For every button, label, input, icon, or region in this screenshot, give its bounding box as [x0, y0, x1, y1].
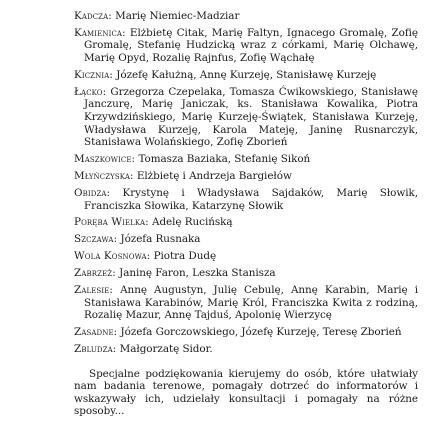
list-item	[74, 343, 418, 356]
informant-names: Józefa Rusnaka	[120, 233, 201, 246]
informant-names: Janinę Faron, Leszka Stanisza	[119, 267, 276, 280]
informant-names: Annę Augustyn, Julię Cebulę, Annę Karabin, Marię i Stanisława Karabinów, Marię Król, Franciszka Kwita z rodziną, Rozalię Mazur, Annę Tajduś, Apolonię Wierzycę	[84, 283, 418, 322]
informant-names: Adelę Rucińską	[151, 216, 233, 229]
list-item	[74, 216, 418, 229]
informant-names: Piotra Dudę	[153, 250, 217, 263]
informant-names: Marię Niemiec-Madziar	[115, 10, 240, 22]
informant-names: Elżbietę Citak, Marię Faltyn, Ignacego Gromalę, Zofię Gromalę, Stefanię Hudzicką wraz z córkami, Marię Olchawę, Marię Opyd, Rozalię Rajnfus, Zofię Wąchałę	[84, 26, 418, 65]
informant-list	[74, 10, 418, 356]
list-item	[74, 27, 418, 65]
place-name: Maszkowice:	[74, 153, 136, 166]
informant-names: Józefa Gorczowskiego, Józefę Kurzeję, Teresę Zborień	[120, 326, 402, 339]
place-name: Kicznia:	[74, 68, 113, 81]
place-name: Kadcza:	[74, 10, 112, 22]
list-item	[74, 284, 418, 322]
list-item	[74, 250, 418, 263]
list-item	[74, 233, 418, 246]
place-name: Łącko:	[74, 85, 107, 98]
place-name: Młyńczyska:	[74, 170, 134, 183]
place-name: Zabrzeż:	[74, 267, 116, 280]
acknowledgement-paragraph: Specjalne podziękowania kierujemy do osób, które ułatwiały nam badania terenowe, pomagały dotrzeć do informatorów i wskazywały ich, udzielały konsultacji i pomagały na różne sposoby...	[74, 367, 418, 418]
acknowledgement-section	[74, 367, 418, 418]
place-name: Poręba Wielka:	[74, 216, 149, 229]
list-item	[74, 267, 418, 280]
informant-names: Krystynę i Władysława Sajdaków, Marię Słowik, Franciszka Słowika, Katarzynę Słowik	[84, 186, 418, 212]
list-item	[74, 153, 418, 166]
informant-names: Józefę Kałużną, Annę Kurzeję, Stanisławę Kurzeję	[116, 68, 377, 81]
list-item	[74, 187, 418, 212]
informant-names: Elżbietę i Andrzeja Bargiełów	[136, 170, 292, 183]
informant-names: Małgorzatę Sidor.	[119, 342, 213, 355]
place-name: Zbludza:	[74, 342, 117, 355]
informant-names: Tomasza Baziaka, Stefanię Sikoń	[138, 153, 311, 166]
list-item	[74, 69, 418, 82]
list-item	[74, 326, 418, 339]
place-name: Zasadne:	[74, 326, 118, 339]
place-name: Obidza:	[74, 186, 111, 199]
list-item	[74, 86, 418, 149]
list-item	[74, 170, 418, 183]
place-name: Zalesie:	[74, 283, 114, 296]
place-name: Kamienica:	[74, 26, 126, 39]
place-name: Wola Kosnowa:	[74, 250, 151, 263]
informant-names: Grzegorza Czepelaka, Tomasza Ćwikowskiego, Stanisławę Janczurę, Marię Janiczak, ks. Stanisława Kowalika, Piotra Krzywdzińskiego, Marię Kurzeję-Świątek, Stanisława Kurzeję, Władysława Kurzeję, Karola Mateję, Janinę Rusnarczyk, Stanisława Wolańskiego, Zofię Zborień	[84, 85, 418, 149]
place-name: Szczawa:	[74, 233, 118, 246]
list-item	[74, 10, 418, 23]
